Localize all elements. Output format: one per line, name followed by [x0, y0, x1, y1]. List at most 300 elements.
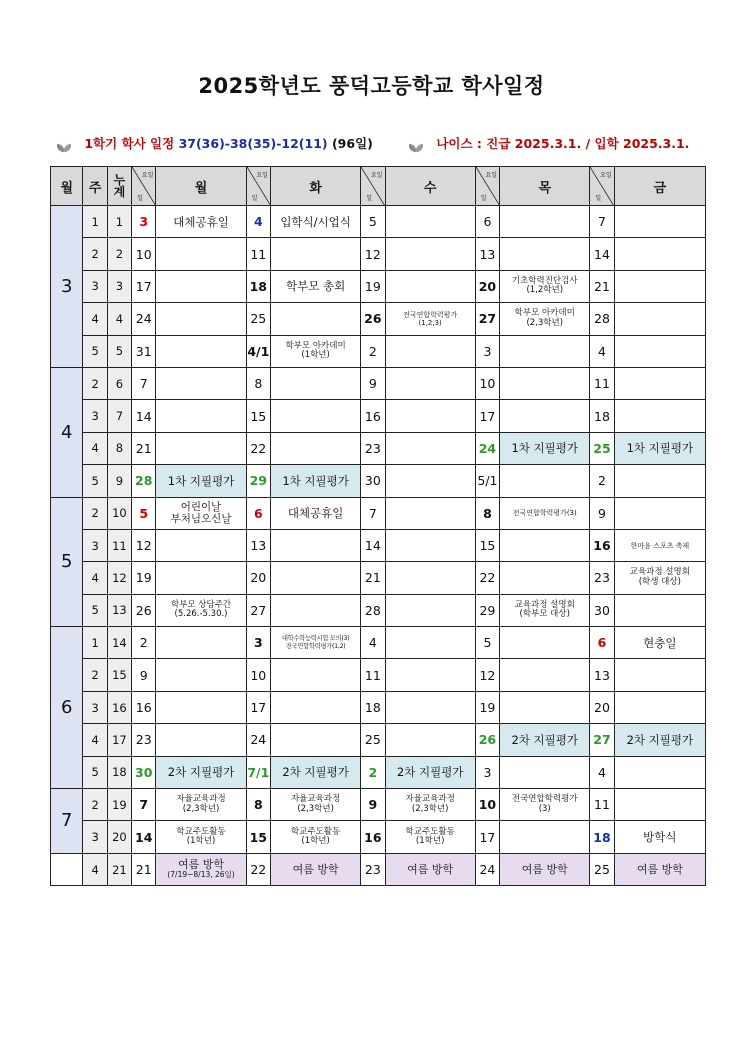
- event-text: 여름 방학: [636, 862, 683, 876]
- event-note: (3): [538, 803, 551, 814]
- event-text: 여름 방학: [292, 862, 339, 876]
- date-cell: 4: [361, 627, 385, 659]
- event-text: 학부모 총회: [286, 279, 346, 294]
- date-cell: 18: [590, 821, 614, 853]
- event-cell: [614, 691, 705, 723]
- date-cell: 17: [475, 400, 499, 432]
- date-cell: 28: [361, 594, 385, 626]
- date-cell: 24: [475, 432, 499, 464]
- event-cell: [500, 497, 590, 529]
- event-cell: [385, 789, 475, 821]
- cumulative-week-cell: 15: [107, 659, 131, 691]
- day-header-tue: 화: [270, 167, 360, 206]
- date-cell: 19: [132, 562, 156, 594]
- table-row: [51, 465, 706, 497]
- event-cell: [614, 335, 705, 367]
- event-cell: [385, 821, 475, 853]
- date-header: [361, 167, 385, 206]
- date-cell: 28: [590, 303, 614, 335]
- event-cell: [156, 270, 246, 302]
- event-cell: [385, 400, 475, 432]
- event-text: 방학식: [643, 830, 677, 845]
- event-text: 2차 지필평가: [167, 765, 235, 780]
- cumulative-week-cell: 17: [107, 724, 131, 756]
- date-cell: 27: [475, 303, 499, 335]
- date-cell: 21: [361, 562, 385, 594]
- page-title: 2025학년도 풍덕고등학교 학사일정: [198, 74, 545, 98]
- event-text: 자율교육과정: [405, 794, 455, 805]
- date-cell: 9: [361, 367, 385, 399]
- date-cell: 20: [246, 562, 270, 594]
- event-note: (2,3학년): [297, 803, 334, 814]
- yoil-label: 요일: [141, 172, 154, 179]
- date-header: [590, 167, 614, 206]
- date-cell: 6: [590, 627, 614, 659]
- date-cell: 19: [475, 691, 499, 723]
- date-cell: 4: [590, 335, 614, 367]
- il-label: 일: [366, 195, 373, 202]
- table-row: [51, 756, 706, 788]
- leaf-icon: [408, 139, 426, 151]
- event-cell: [614, 789, 705, 821]
- event-cell: [500, 335, 590, 367]
- week-cell: 3: [83, 529, 107, 561]
- month-cell-empty: [51, 853, 83, 885]
- event-cell: [385, 303, 475, 335]
- date-cell: 18: [246, 270, 270, 302]
- event-cell: [614, 465, 705, 497]
- month-header: 월: [51, 167, 83, 206]
- cumulative-week-cell: 21: [107, 853, 131, 885]
- date-cell: 24: [475, 853, 499, 885]
- event-cell: [614, 367, 705, 399]
- date-cell: 2: [590, 465, 614, 497]
- event-cell: [270, 432, 360, 464]
- event-cell: [156, 206, 246, 238]
- date-cell: 21: [132, 432, 156, 464]
- date-cell: 13: [246, 529, 270, 561]
- event-cell: [500, 303, 590, 335]
- event-cell: [614, 659, 705, 691]
- date-cell: 30: [132, 756, 156, 788]
- date-cell: 22: [475, 562, 499, 594]
- table-row: [51, 562, 706, 594]
- date-cell: 14: [590, 238, 614, 270]
- date-cell: 18: [590, 400, 614, 432]
- event-cell: [500, 724, 590, 756]
- week-cell: 2: [83, 367, 107, 399]
- event-note: (2,3학년): [411, 803, 449, 814]
- date-cell: 7: [361, 497, 385, 529]
- semester-counts: 37(36)-38(35)-12(11): [178, 136, 328, 151]
- event-note: 부처님오신날: [170, 513, 232, 526]
- cumulative-week-cell: 5: [107, 335, 131, 367]
- date-cell: 3: [132, 206, 156, 238]
- date-cell: 13: [475, 238, 499, 270]
- event-text: 1차 지필평가: [167, 473, 235, 488]
- event-cell: [385, 465, 475, 497]
- subtitle-bar: [56, 134, 696, 156]
- event-text: 학교주도활동: [405, 826, 455, 837]
- event-text: 어린이날: [180, 501, 222, 514]
- event-text: 2차 지필평가: [282, 765, 349, 780]
- event-cell: [385, 691, 475, 723]
- event-cell: [385, 659, 475, 691]
- date-cell: 10: [475, 789, 499, 821]
- table-row: [51, 627, 706, 659]
- date-cell: 29: [246, 465, 270, 497]
- table-row: [51, 432, 706, 464]
- cumulative-week-cell: 18: [107, 756, 131, 788]
- week-cell: 3: [83, 270, 107, 302]
- date-cell: 14: [361, 529, 385, 561]
- event-cell: [156, 594, 246, 626]
- event-cell: [500, 206, 590, 238]
- event-text: 대체공휴일: [173, 214, 229, 229]
- semester-summary: [56, 134, 373, 152]
- date-header: [246, 167, 270, 206]
- event-cell: [270, 238, 360, 270]
- event-text: 전국연합학력평가: [403, 310, 458, 319]
- event-note: 전국연합학력평가(1,2): [285, 642, 346, 650]
- date-cell: 25: [246, 303, 270, 335]
- event-cell: [156, 529, 246, 561]
- date-cell: 26: [361, 303, 385, 335]
- event-text: 2차 지필평가: [511, 732, 578, 747]
- event-text: 학부모 아카데미: [285, 340, 346, 351]
- event-cell: [156, 756, 246, 788]
- event-cell: [500, 594, 590, 626]
- date-cell: 3: [246, 627, 270, 659]
- event-cell: [156, 853, 246, 885]
- event-cell: [156, 659, 246, 691]
- event-cell: [500, 853, 590, 885]
- date-cell: 16: [361, 821, 385, 853]
- table-row: [51, 853, 706, 885]
- date-cell: 16: [361, 400, 385, 432]
- event-note: (2,3학년): [182, 803, 220, 814]
- date-cell: 27: [590, 724, 614, 756]
- table-row: [51, 335, 706, 367]
- event-text: 현충일: [643, 635, 677, 650]
- date-cell: 22: [246, 432, 270, 464]
- il-label: 일: [595, 195, 602, 202]
- date-cell: 8: [246, 789, 270, 821]
- table-row: [51, 724, 706, 756]
- week-cell: 4: [83, 724, 107, 756]
- table-row: [51, 303, 706, 335]
- table-row: [51, 821, 706, 853]
- week-cell: 1: [83, 627, 107, 659]
- event-text: 학교주도활동: [176, 826, 226, 837]
- event-text: 입학식/시업식: [280, 214, 351, 229]
- event-cell: [614, 529, 705, 561]
- event-cell: [614, 821, 705, 853]
- week-cell: 2: [83, 238, 107, 270]
- table-row: [51, 497, 706, 529]
- event-text: 2차 지필평가: [396, 765, 464, 780]
- date-cell: 11: [246, 238, 270, 270]
- cumulative-week-cell: 8: [107, 432, 131, 464]
- month-cell: 3: [51, 206, 83, 368]
- yoil-label: 요일: [600, 172, 612, 179]
- date-cell: 15: [475, 529, 499, 561]
- cumulative-week-cell: 19: [107, 789, 131, 821]
- date-cell: 2: [132, 627, 156, 659]
- event-cell: [156, 724, 246, 756]
- event-cell: [614, 303, 705, 335]
- month-cell: 6: [51, 627, 83, 789]
- event-text: 자율교육과정: [176, 794, 226, 805]
- day-header-fri: 금: [614, 167, 705, 206]
- il-label: 일: [251, 195, 258, 202]
- event-cell: [156, 789, 246, 821]
- event-text: 교육과정 설명회: [629, 567, 690, 578]
- event-note: (학부모 대상): [519, 609, 570, 620]
- date-cell: 10: [246, 659, 270, 691]
- date-cell: 20: [475, 270, 499, 302]
- date-cell: 10: [475, 367, 499, 399]
- date-cell: 2: [361, 335, 385, 367]
- event-cell: [385, 627, 475, 659]
- yoil-label: 요일: [370, 172, 383, 179]
- event-cell: [156, 400, 246, 432]
- event-cell: [270, 821, 360, 853]
- yoil-label: 요일: [256, 172, 268, 179]
- date-cell: 25: [361, 724, 385, 756]
- date-cell: 12: [132, 529, 156, 561]
- week-cell: 3: [83, 691, 107, 723]
- event-cell: [500, 529, 590, 561]
- date-cell: 9: [590, 497, 614, 529]
- date-cell: 23: [132, 724, 156, 756]
- event-cell: [614, 238, 705, 270]
- table-row: [51, 594, 706, 626]
- event-cell: [500, 367, 590, 399]
- event-cell: [614, 206, 705, 238]
- cumulative-week-cell: 9: [107, 465, 131, 497]
- event-cell: [156, 497, 246, 529]
- schedule-body: [51, 206, 706, 886]
- date-cell: 6: [246, 497, 270, 529]
- event-cell: [156, 465, 246, 497]
- event-cell: [500, 756, 590, 788]
- cumulative-week-cell: 20: [107, 821, 131, 853]
- date-cell: 27: [246, 594, 270, 626]
- cumulative-week-cell: 13: [107, 594, 131, 626]
- event-cell: [270, 724, 360, 756]
- event-note: (7/19~8/13, 26일): [167, 870, 235, 880]
- event-text: 교육과정 설명회: [514, 599, 575, 610]
- event-cell: [385, 432, 475, 464]
- date-cell: 7/1: [246, 756, 270, 788]
- event-cell: [270, 497, 360, 529]
- event-cell: [500, 821, 590, 853]
- date-cell: 11: [361, 659, 385, 691]
- event-note: (1학년): [415, 836, 445, 847]
- event-cell: [500, 238, 590, 270]
- event-cell: [385, 529, 475, 561]
- event-text: 전국연합학력평가: [511, 794, 578, 805]
- cumulative-week-cell: 6: [107, 367, 131, 399]
- date-cell: 23: [590, 562, 614, 594]
- event-text: 학부모 아카데미: [514, 308, 575, 319]
- date-cell: 9: [132, 659, 156, 691]
- date-cell: 14: [132, 821, 156, 853]
- date-cell: 8: [475, 497, 499, 529]
- event-note: (5.26.-5.30.): [174, 609, 228, 620]
- cumulative-week-cell: 12: [107, 562, 131, 594]
- event-cell: [385, 497, 475, 529]
- date-cell: 4: [590, 756, 614, 788]
- date-cell: 31: [132, 335, 156, 367]
- event-cell: [500, 627, 590, 659]
- event-note: (1학년): [301, 836, 330, 847]
- date-cell: 12: [361, 238, 385, 270]
- date-cell: 8: [246, 367, 270, 399]
- event-cell: [270, 594, 360, 626]
- event-cell: [614, 756, 705, 788]
- table-row: [51, 400, 706, 432]
- month-cell: 5: [51, 497, 83, 627]
- date-cell: 25: [590, 853, 614, 885]
- event-cell: [614, 853, 705, 885]
- month-cell: 7: [51, 789, 83, 854]
- date-cell: 11: [590, 367, 614, 399]
- event-cell: [385, 853, 475, 885]
- cumulative-week-cell: 14: [107, 627, 131, 659]
- week-cell: 2: [83, 789, 107, 821]
- event-cell: [156, 821, 246, 853]
- event-cell: [156, 238, 246, 270]
- date-cell: 22: [246, 853, 270, 885]
- event-cell: [614, 627, 705, 659]
- date-cell: 28: [132, 465, 156, 497]
- date-cell: 30: [590, 594, 614, 626]
- event-cell: [614, 400, 705, 432]
- event-cell: [500, 659, 590, 691]
- event-cell: [500, 789, 590, 821]
- date-cell: 26: [132, 594, 156, 626]
- cumulative-week-cell: 11: [107, 529, 131, 561]
- event-cell: [614, 594, 705, 626]
- event-cell: [614, 497, 705, 529]
- table-row: [51, 529, 706, 561]
- event-text: 자율교육과정: [290, 794, 341, 805]
- event-cell: [270, 335, 360, 367]
- date-cell: 23: [361, 853, 385, 885]
- date-header: [475, 167, 499, 206]
- month-cell: 4: [51, 367, 83, 497]
- date-cell: 7: [132, 367, 156, 399]
- date-cell: 13: [590, 659, 614, 691]
- date-cell: 12: [475, 659, 499, 691]
- event-cell: [156, 303, 246, 335]
- table-row: [51, 238, 706, 270]
- date-cell: 6: [475, 206, 499, 238]
- event-cell: [614, 562, 705, 594]
- event-cell: [385, 562, 475, 594]
- event-cell: [270, 789, 360, 821]
- cumulative-week-cell: 7: [107, 400, 131, 432]
- event-cell: [385, 335, 475, 367]
- date-cell: 29: [475, 594, 499, 626]
- event-cell: [270, 853, 360, 885]
- date-cell: 16: [590, 529, 614, 561]
- neis-info: [408, 134, 689, 152]
- table-row: [51, 270, 706, 302]
- date-cell: 4: [246, 206, 270, 238]
- date-cell: 21: [590, 270, 614, 302]
- cumulative-week-cell: 2: [107, 238, 131, 270]
- week-cell: 5: [83, 335, 107, 367]
- week-cell: 5: [83, 465, 107, 497]
- cumulative-week-cell: 3: [107, 270, 131, 302]
- nugye-label: 누계: [113, 173, 126, 199]
- date-cell: 7: [132, 789, 156, 821]
- date-cell: 17: [132, 270, 156, 302]
- il-label: 일: [480, 195, 487, 202]
- date-cell: 18: [361, 691, 385, 723]
- event-cell: [385, 206, 475, 238]
- table-row: [51, 206, 706, 238]
- event-cell: [500, 400, 590, 432]
- event-cell: [156, 367, 246, 399]
- event-text: 대체공휴일: [287, 506, 344, 521]
- event-cell: [270, 529, 360, 561]
- week-cell: 5: [83, 594, 107, 626]
- event-text: 기초학력진단검사: [511, 275, 578, 286]
- event-text: 2차 지필평가: [626, 732, 694, 747]
- week-cell: 3: [83, 400, 107, 432]
- leaf-icon: [56, 139, 74, 151]
- event-text: 여름 방학: [521, 862, 568, 876]
- event-cell: [500, 691, 590, 723]
- event-cell: [500, 432, 590, 464]
- schedule-table: [50, 166, 706, 886]
- event-text: 학교주도활동: [290, 826, 341, 837]
- table-row: [51, 789, 706, 821]
- date-cell: 16: [132, 691, 156, 723]
- cumulative-week-cell: 16: [107, 691, 131, 723]
- event-text: 1차 지필평가: [282, 473, 349, 488]
- event-text: 학부모 상담주간: [170, 599, 232, 610]
- date-cell: 15: [246, 400, 270, 432]
- event-cell: [270, 270, 360, 302]
- event-note: (1,2학년): [526, 285, 564, 296]
- event-cell: [270, 367, 360, 399]
- event-cell: [385, 594, 475, 626]
- date-cell: 4/1: [246, 335, 270, 367]
- week-cell: 4: [83, 562, 107, 594]
- event-text: 한마음 스포츠 축제: [630, 541, 690, 550]
- event-text: 1차 지필평가: [626, 441, 694, 456]
- nugye-header: [107, 167, 131, 206]
- date-cell: 5: [132, 497, 156, 529]
- event-cell: [270, 400, 360, 432]
- cumulative-week-cell: 4: [107, 303, 131, 335]
- event-text: 여름 방학: [178, 858, 225, 872]
- week-cell: 2: [83, 659, 107, 691]
- date-cell: 5: [475, 627, 499, 659]
- event-cell: [614, 270, 705, 302]
- week-cell: 2: [83, 497, 107, 529]
- event-note: (1학년): [301, 350, 330, 361]
- date-cell: 23: [361, 432, 385, 464]
- date-cell: 3: [475, 335, 499, 367]
- date-cell: 5/1: [475, 465, 499, 497]
- day-header-mon: 월: [156, 167, 246, 206]
